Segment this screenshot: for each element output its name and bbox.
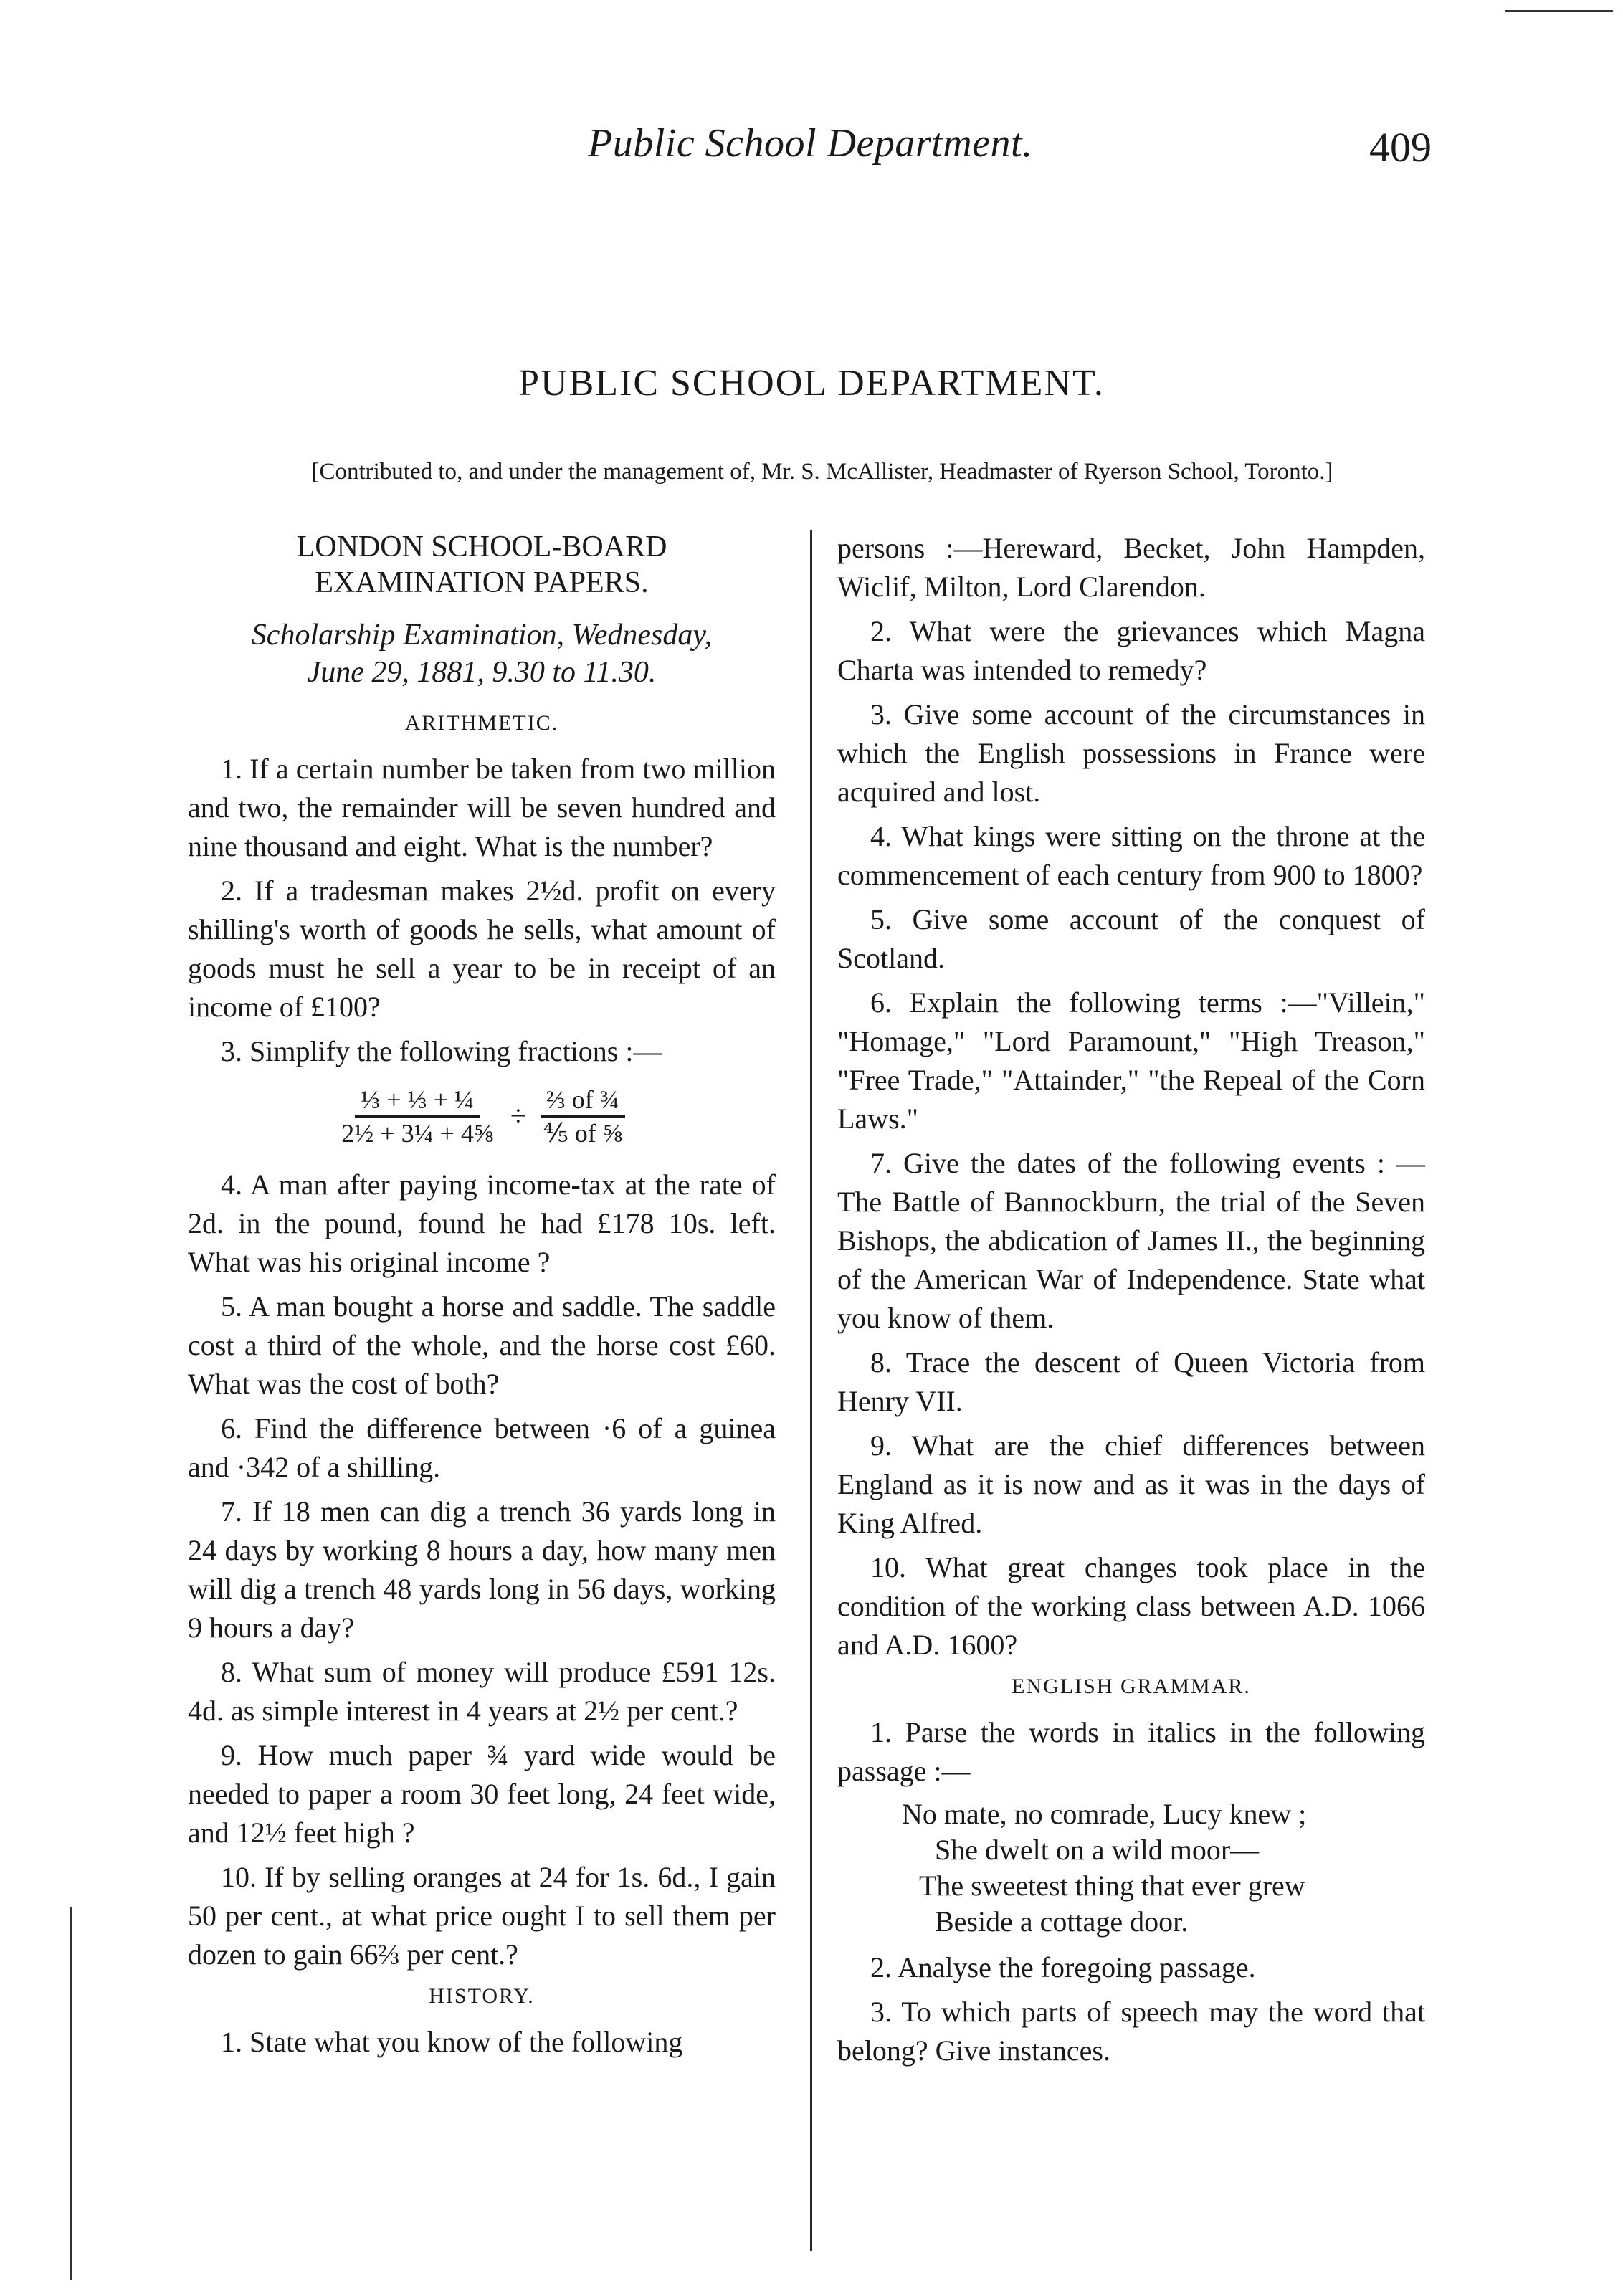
- running-head: [0, 120, 1623, 171]
- running-head-title: Public School Department.: [588, 121, 1033, 166]
- division-sign: ÷: [510, 1100, 526, 1132]
- grammar-question-2: 2. Analyse the foregoing passage.: [870, 1951, 1256, 1983]
- history-question-1-continued: persons :—Hereward, Becket, John Hampden, Wiclif, Milton, Lord Clarendon.: [837, 532, 1425, 603]
- grammar-question-3: 3. To which parts of speech may the word that belong? Give instances.: [837, 1996, 1425, 2067]
- fraction-right: [538, 1084, 628, 1149]
- history-question-2: 2. What were the grievances which Magna Charta was intended to remedy?: [837, 615, 1425, 686]
- history-question-5: 5. Give some account of the conquest of Scotland.: [837, 903, 1425, 974]
- page-number: 409: [1369, 124, 1432, 171]
- arithmetic-question-1: 1. If a certain number be taken from two million and two, the remainder will be seven hundred and nine thousand and eight. What is the number?: [188, 753, 776, 862]
- poem-line-2: She dwelt on a wild moor—: [935, 1834, 1260, 1866]
- arithmetic-question-9: 9. How much paper ¾ yard wide would be needed to paper a room 30 feet long, 24 feet wide, and 12½ feet high ?: [188, 1739, 776, 1849]
- arithmetic-question-2: 2. If a tradesman makes 2½d. profit on every shilling's worth of goods he sells, what amount of goods must he sell a year to be in receipt of an income of £100?: [188, 875, 776, 1023]
- article-heading: LONDON SCHOOL-BOARD EXAMINATION PAPERS.: [296, 530, 667, 599]
- poem-passage: [902, 1796, 1425, 1940]
- poem-line-1: No mate, no comrade, Lucy knew ;: [902, 1798, 1307, 1830]
- fraction-left-denominator: 2½ + 3¼ + 4⅝: [341, 1118, 493, 1148]
- grammar-question-1: 1. Parse the words in italics in the following passage :—: [837, 1716, 1425, 1787]
- section-heading-arithmetic: ARITHMETIC.: [404, 711, 559, 735]
- arithmetic-question-4: 4. A man after paying income-tax at the rate of 2d. in the pound, found he had £178 10s. left. What was his original income ?: [188, 1168, 776, 1278]
- arithmetic-question-6: 6. Find the difference between ·6 of a guinea and ·342 of a shilling.: [188, 1412, 776, 1483]
- column-divider: [810, 530, 812, 2251]
- arithmetic-question-8: 8. What sum of money will produce £591 12s. 4d. as simple interest in 4 years at 2½ per cent.?: [188, 1656, 776, 1727]
- exam-subheading: [188, 616, 776, 691]
- poem-line-4: Beside a cottage door.: [935, 1905, 1189, 1938]
- history-question-9: 9. What are the chief differences between England as it is now and as it was in the days of King Alfred.: [837, 1429, 1425, 1539]
- right-column: [837, 529, 1425, 2076]
- history-question-8: 8. Trace the descent of Queen Victoria from Henry VII.: [837, 1346, 1425, 1417]
- arithmetic-question-7: 7. If 18 men can dig a trench 36 yards long in 24 days by working 8 hours a day, how many men will dig a trench 48 yards long in 56 days, working 9 hours a day?: [188, 1495, 776, 1644]
- fraction-right-numerator: ⅔ of ¾: [541, 1084, 625, 1118]
- section-heading-history: HISTORY.: [429, 1984, 535, 2008]
- exam-subheading-line1: Scholarship Examination, Wednesday,: [251, 619, 713, 652]
- arithmetic-question-10: 10. If by selling oranges at 24 for 1s. 6d., I gain 50 per cent., at what price ought I to sell them per dozen to gain 66⅔ per cent.?: [188, 1861, 776, 1971]
- section-heading-grammar: ENGLISH GRAMMAR.: [1012, 1675, 1251, 1698]
- page-title: PUBLIC SCHOOL DEPARTMENT.: [518, 363, 1105, 404]
- exam-subheading-line2: June 29, 1881, 9.30 to 11.30.: [307, 656, 657, 689]
- history-question-4: 4. What kings were sitting on the throne at the commencement of each century from 900 to 1800?: [837, 820, 1425, 891]
- fraction-right-denominator: ⅘ of ⅝: [543, 1118, 622, 1148]
- arithmetic-question-3: 3. Simplify the following fractions :—: [221, 1035, 662, 1067]
- history-question-7: 7. Give the dates of the following events : —The Battle of Bannockburn, the trial of the Seven Bishops, the abdication of James II., the beginning of the American War of Independence. State what you know of them.: [837, 1147, 1425, 1334]
- fraction-expression: [188, 1077, 776, 1156]
- scan-corner-line: [1505, 10, 1613, 12]
- poem-line-3: The sweetest thing that ever grew: [919, 1869, 1305, 1902]
- arithmetic-question-5: 5. A man bought a horse and saddle. The saddle cost a third of the whole, and the horse cost £60. What was the cost of both?: [188, 1290, 776, 1400]
- history-question-1-start: 1. State what you know of the following: [221, 2026, 683, 2058]
- contribution-note: [Contributed to, and under the management of, Mr. S. McAllister, Headmaster of Ryerson School, Toronto.]: [311, 459, 1333, 485]
- history-question-10: 10. What great changes took place in the condition of the working class between A.D. 1066 and A.D. 1600?: [837, 1551, 1425, 1661]
- history-question-6: 6. Explain the following terms :—"Villein," "Homage," "Lord Paramount," "High Treason," "Free Trade," "Attainder," "the Repeal of the Corn Laws.": [837, 986, 1425, 1135]
- fraction-left: [335, 1084, 499, 1149]
- scan-edge-line: [70, 1907, 72, 2280]
- fraction-left-numerator: ⅓ + ⅓ + ¼: [355, 1084, 480, 1118]
- history-question-3: 3. Give some account of the circumstances in which the English possessions in France were acquired and lost.: [837, 698, 1425, 808]
- left-column: [188, 529, 776, 2067]
